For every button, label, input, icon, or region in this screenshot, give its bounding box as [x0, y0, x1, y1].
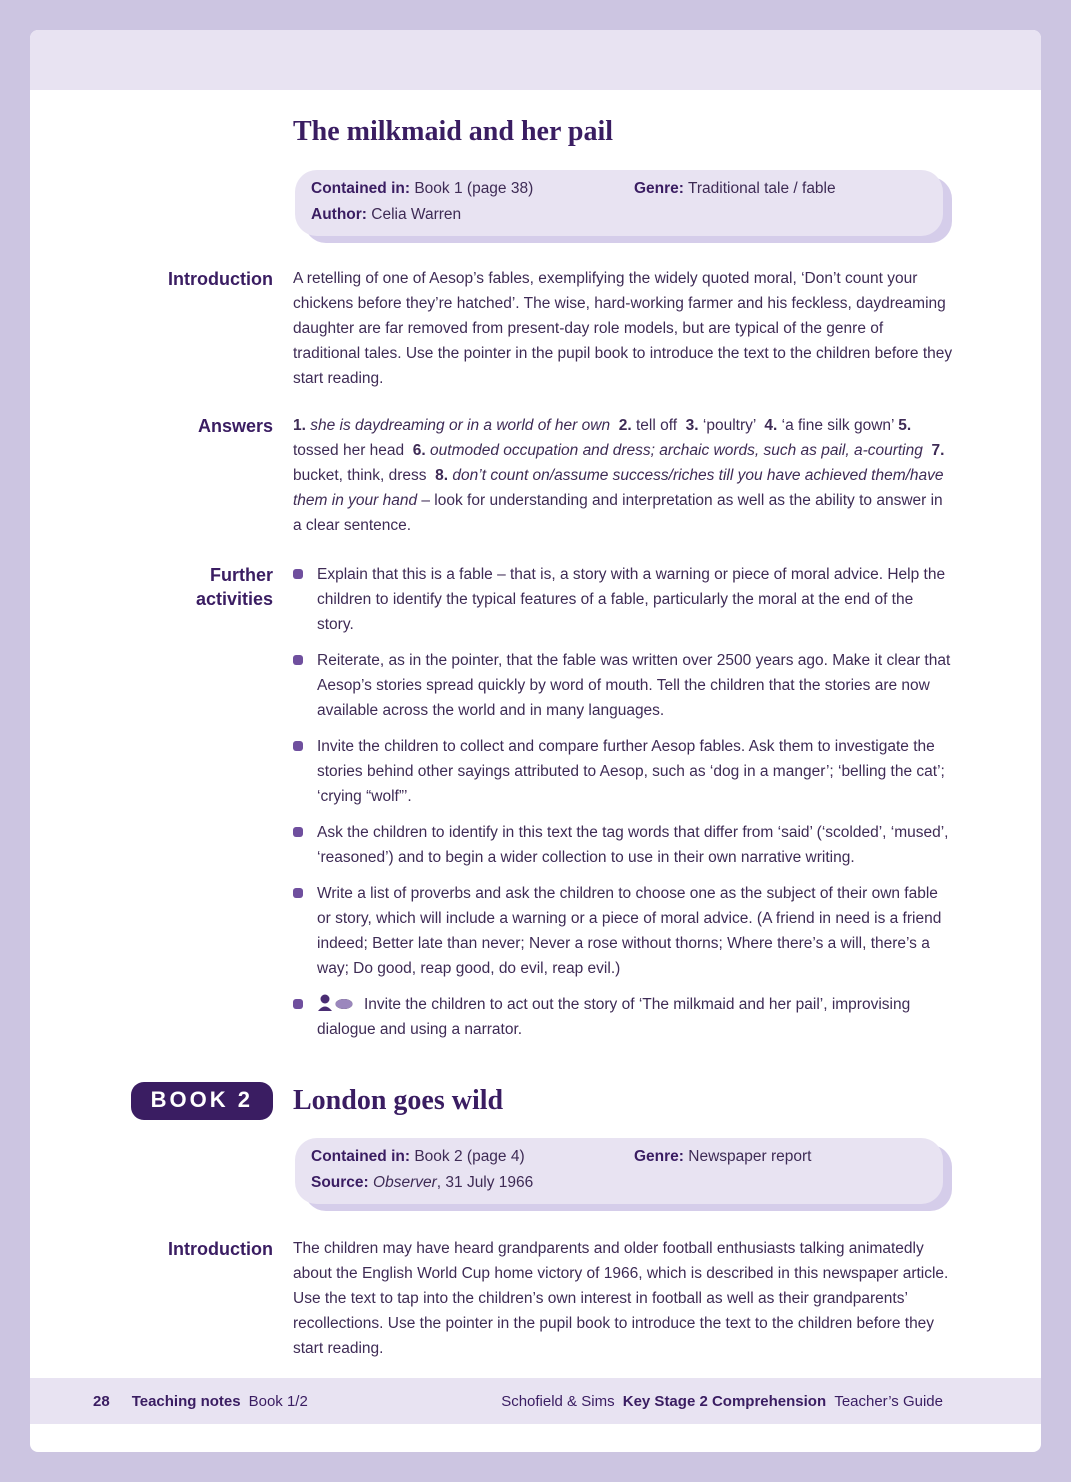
activity-with-icon: [317, 992, 953, 1042]
info-box-right-column: [634, 176, 927, 228]
list-item: [293, 992, 953, 1042]
introduction-text: A retelling of one of Aesop’s fables, exemplifying the widely quoted moral, ‘Don’t count your chickens before they’re hatched’. The wise, hard-working farmer and his feckless, daydreaming daughter are far removed from present-day role models, but are typical of the genre of traditional tales. Use the pointer in the pupil book to introduce the text to the children before they start reading.: [293, 270, 953, 387]
section1-info-box: [295, 170, 943, 236]
genre-line: [634, 1144, 927, 1170]
footer-guide-label: Teacher’s Guide: [834, 1392, 943, 1410]
bullet-square-icon: [293, 888, 303, 898]
top-band: [30, 30, 1041, 90]
list-item: [293, 881, 953, 981]
introduction-label: Introduction: [168, 1239, 273, 1259]
genre-value: Traditional tale / fable: [688, 180, 836, 197]
contained-in-label: Contained in:: [311, 1148, 411, 1165]
footer-left: [93, 1393, 308, 1410]
source-value-rest: , 31 July 1966: [436, 1174, 534, 1191]
author-line: [311, 202, 634, 228]
bullet-square-icon: [293, 741, 303, 751]
activity-text: Invite the children to act out the story of ‘The milkmaid and her pail’, improvising dialogue and using a narrator.: [317, 996, 911, 1038]
bullet-square-icon: [293, 655, 303, 665]
genre-line: [634, 176, 927, 202]
book2-badge-cell: [30, 1081, 273, 1120]
footer-series-title: Key Stage 2 Comprehension: [622, 1392, 827, 1410]
book2-badge: BOOK 2: [131, 1082, 273, 1120]
section2-title: London goes wild: [293, 1084, 504, 1116]
contained-in-value: Book 1 (page 38): [414, 180, 534, 197]
bullet-square-icon: [293, 827, 303, 837]
footer-section-title: Teaching notes: [131, 1392, 241, 1410]
person-and-speech-icon: [317, 994, 357, 1012]
list-item: [293, 562, 953, 637]
answers-label: Answers: [197, 416, 273, 436]
footer: [30, 1378, 1041, 1424]
contained-in-value: Book 2 (page 4): [414, 1148, 525, 1165]
contained-in-line: [311, 1144, 634, 1170]
contained-in-label: Contained in:: [311, 180, 411, 197]
activity-text: Ask the children to identify in this text the tag words that differ from ‘said’ (‘scolded’, ‘mused’, ‘reasoned’) and to begin a wider collection to use in their own narrative writing.: [317, 824, 949, 866]
source-label: Source:: [311, 1174, 369, 1191]
footer-book-ref: Book 1/2: [248, 1392, 308, 1410]
activity-text: Invite the children to collect and compare further Aesop fables. Ask them to investigate the stories behind other sayings attributed to Aesop, such as ‘dog in a manger’; ‘belling the cat’; ‘crying “wolf”’.: [317, 738, 945, 805]
info-box-left-column: [311, 176, 634, 228]
genre-label: Genre:: [634, 180, 684, 197]
section1-introduction-row: [30, 266, 1041, 391]
list-item: [293, 734, 953, 809]
author-label: Author:: [311, 206, 367, 223]
activity-text: Write a list of proverbs and ask the children to choose one as the subject of their own fable or story, which will include a warning or a piece of moral advice. (A friend in need is a friend indeed; Better late than never; Never a rose without thorns; Where there’s a will, there’s a way; Do good, reap good, do evil, reap evil.): [317, 885, 942, 977]
activity-text: Reiterate, as in the pointer, that the fable was written over 2500 years ago. Make it clear that Aesop’s stories spread quickly by word of mouth. Tell the children that the stories are now available across the world and in many languages.: [317, 652, 951, 719]
further-activities-label: [30, 562, 273, 611]
info-box-right-column: [634, 1144, 927, 1196]
activity-text: Explain that this is a fable – that is, a story with a warning or piece of moral advice. Help the children to identify the typical features of a fable, particularly the moral at the end of the story.: [317, 566, 946, 633]
info-box-grid: [311, 176, 927, 228]
list-item: [293, 648, 953, 723]
section1-title: The milkmaid and her pail: [293, 116, 614, 147]
section1-answers-row: [30, 413, 1041, 538]
section2-introduction-row: [30, 1236, 1041, 1361]
section2-info-box: [295, 1138, 943, 1204]
further-label-line2: activities: [195, 589, 273, 609]
genre-label: Genre:: [634, 1148, 684, 1165]
info-box-grid: [311, 1144, 927, 1196]
info-box-left-column: [311, 1144, 634, 1196]
answers-text: 1. she is daydreaming or in a world of her own 2. tell off 3. ‘poultry’ 4. ‘a fine silk gown’ 5. tossed her head 6. outmoded occupation and dress; archaic words, such as pail, a-courting 7. bucket, think, dress 8. don’t count on/assume success/riches till you have achieved them/have them in your hand – look for understanding and interpretation as well as the ability to answer in a clear sentence.: [293, 417, 949, 534]
author-value: Celia Warren: [371, 206, 462, 223]
bullet-square-icon: [293, 999, 303, 1009]
contained-in-line: [311, 176, 634, 202]
bullet-square-icon: [293, 569, 303, 579]
further-label-line1: Further: [210, 565, 273, 585]
section1-further-activities-row: [30, 562, 1041, 1053]
footer-publisher: Schofield & Sims: [501, 1392, 615, 1410]
page-number: 28: [93, 1392, 110, 1410]
document-page: [30, 30, 1041, 1452]
section2-header-row: [30, 1081, 1041, 1120]
list-item: [293, 820, 953, 870]
introduction-text: The children may have heard grandparents and older football enthusiasts talking animatedly about the English World Cup home victory of 1966, which is described in this newspaper article. Use the text to tap into the children’s own interest in football as well as their grandparents’ recollections. Use the pointer in the pupil book to introduce the text to the children before they start reading.: [293, 1240, 949, 1357]
source-line: [311, 1170, 634, 1196]
genre-value: Newspaper report: [688, 1148, 812, 1165]
footer-right: [497, 1393, 943, 1410]
introduction-label: Introduction: [168, 269, 273, 289]
activities-list: [293, 562, 953, 1053]
source-value-italic: Observer: [373, 1174, 437, 1191]
